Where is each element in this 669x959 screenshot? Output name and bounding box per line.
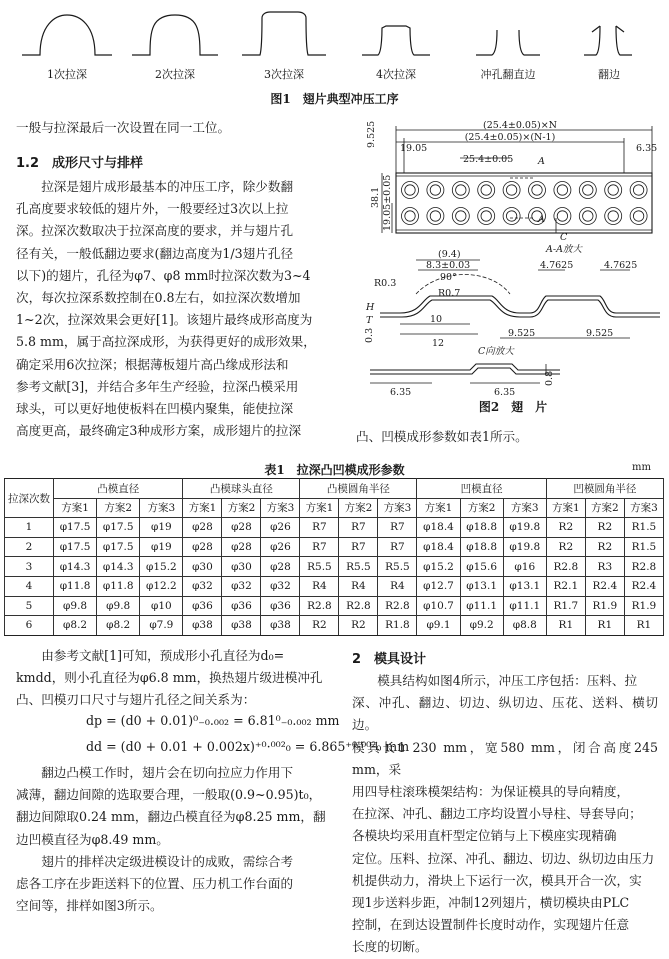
table-row bbox=[5, 576, 664, 596]
table-cell: R5.5 bbox=[378, 557, 417, 577]
table-cell: φ36 bbox=[261, 596, 300, 616]
table-cell: φ8.2 bbox=[54, 616, 97, 636]
fin-hole bbox=[583, 211, 593, 221]
table-cell: φ13.1 bbox=[503, 576, 546, 596]
table-cell: φ18.4 bbox=[417, 518, 460, 538]
ref-paragraph bbox=[16, 645, 336, 712]
fin-strip-outline bbox=[396, 173, 652, 233]
para-line: 模具结构如图4所示，冲压工序包括：压料、拉 bbox=[377, 673, 638, 688]
c-view-profile bbox=[370, 364, 560, 370]
table-cell: φ26 bbox=[261, 537, 300, 557]
table-cell: φ28 bbox=[183, 518, 222, 538]
table-cell: φ12.2 bbox=[140, 576, 183, 596]
dim-r0-3: R0.3 bbox=[374, 278, 397, 289]
section-mark-a-top: A bbox=[538, 156, 545, 167]
table-cell: φ11.1 bbox=[503, 596, 546, 616]
table-cell: R2 bbox=[585, 537, 624, 557]
fin-hole bbox=[427, 208, 444, 225]
para-line: 1~2次，拉深效果会更好[1]。该翅片最终成形高度为 bbox=[16, 312, 313, 328]
row-index-cell: 4 bbox=[5, 576, 54, 596]
subcol-header: 方案3 bbox=[261, 498, 300, 518]
table-cell: R2.8 bbox=[339, 596, 378, 616]
dim-6-35: 6.35 bbox=[636, 143, 658, 154]
table-cell: φ17.5 bbox=[97, 518, 140, 538]
table-cell: φ15.6 bbox=[460, 557, 503, 577]
fin-hole bbox=[452, 208, 469, 225]
para-line: 边凹模直径为φ8.49 mm。 bbox=[16, 831, 169, 847]
fin-hole bbox=[605, 208, 622, 225]
fin-hole bbox=[456, 211, 466, 221]
process-label-6: 翻边 bbox=[598, 68, 620, 81]
dim-4-7625-a: 4.7625 bbox=[540, 260, 574, 271]
table-cell: φ9.8 bbox=[54, 596, 97, 616]
group-header: 凹模圆角半径 bbox=[546, 479, 663, 499]
subcol-header: 方案1 bbox=[546, 498, 585, 518]
table-cell: φ19.8 bbox=[503, 537, 546, 557]
process-label-2: 2次拉深 bbox=[155, 68, 195, 81]
table-cell: R1 bbox=[546, 616, 585, 636]
subcol-header: 方案3 bbox=[503, 498, 546, 518]
table-cell: R2.8 bbox=[546, 557, 585, 577]
para-line: 由参考文献[1]可知，预成形小孔直径为d₀= bbox=[41, 648, 285, 663]
para-line: 控制，在到达设置制件长度时动作，实现翅片任意 bbox=[352, 917, 630, 933]
dim-9-525: 9.525 bbox=[366, 120, 377, 148]
table-cell: φ9.2 bbox=[460, 616, 503, 636]
figure-2-fin-drawing bbox=[360, 118, 666, 418]
para-line: 减薄，翻边间隙的选取要合理，一般取(0.9~0.95)t₀， bbox=[16, 787, 322, 803]
table-cell: φ32 bbox=[261, 576, 300, 596]
table-cell: φ30 bbox=[222, 557, 261, 577]
fin-hole bbox=[478, 182, 495, 199]
table-cell: φ18.8 bbox=[460, 537, 503, 557]
dim-0-3: 0.3 bbox=[364, 327, 375, 343]
formula-dd: dd = (d0 + 0.01 + 0.002x)⁺⁰·⁰⁰²₀ = 6.865⁺⁰·⁰⁰²₀ mm bbox=[86, 739, 410, 754]
table-cell: φ19.8 bbox=[503, 518, 546, 538]
aa-profile bbox=[380, 296, 660, 313]
para-line: 参考文献[3]，并结合多年生产经验，拉深凸模采用 bbox=[16, 378, 299, 394]
table-cell: φ8.8 bbox=[503, 616, 546, 636]
table-cell: φ38 bbox=[261, 616, 300, 636]
section-2-paragraph bbox=[352, 670, 658, 959]
table-cell: R4 bbox=[339, 576, 378, 596]
fin-hole bbox=[529, 182, 546, 199]
table-cell: φ19 bbox=[140, 537, 183, 557]
para-line: 孔高度要求较低的翅片外，一般要经过3次以上拉 bbox=[16, 201, 289, 217]
subcol-header: 方案2 bbox=[97, 498, 140, 518]
fin-hole bbox=[503, 208, 520, 225]
fin-hole bbox=[608, 185, 618, 195]
para-line: 虑各工序在步距送料下的位置、压力机工作台面的 bbox=[16, 876, 294, 892]
process-shape-3 bbox=[242, 12, 326, 55]
para-line: 定位。压料、拉深、冲孔、翻边、切边、纵切边由压力 bbox=[352, 850, 655, 866]
dim-9-525-b: 9.525 bbox=[586, 328, 614, 339]
dim-10: 10 bbox=[430, 314, 443, 325]
table-cell: R7 bbox=[378, 537, 417, 557]
fin-hole bbox=[557, 185, 567, 195]
table-cell: φ28 bbox=[222, 537, 261, 557]
figure-2-caption: 图2 翅 片 bbox=[478, 400, 548, 414]
para-line: 凸、凹模刃口尺寸与翅片孔径之间关系为： bbox=[16, 692, 256, 708]
fin-hole bbox=[506, 211, 516, 221]
table-cell: R1 bbox=[585, 616, 624, 636]
table-cell: φ36 bbox=[183, 596, 222, 616]
table-cell: R7 bbox=[300, 518, 339, 538]
para-line: 高度更高，最终确定3种成形方案，成形翅片的拉深 bbox=[16, 423, 302, 439]
para-line: 确定采用6次拉深；根据薄板翅片高凸缘成形法和 bbox=[16, 356, 289, 372]
group-header: 凸模球头直径 bbox=[183, 479, 300, 499]
fin-hole bbox=[608, 211, 618, 221]
dim-19-05: 19.05 bbox=[400, 143, 428, 154]
table-cell: R2 bbox=[339, 616, 378, 636]
para-line: 现1步送料步距，冲制12列翅片，横切模块由PLC bbox=[352, 895, 630, 911]
table-cell: R2.8 bbox=[378, 596, 417, 616]
subcol-header: 方案3 bbox=[624, 498, 663, 518]
table-cell: R7 bbox=[378, 518, 417, 538]
fin-hole bbox=[554, 208, 571, 225]
fin-hole bbox=[554, 182, 571, 199]
table-cell: φ15.2 bbox=[417, 557, 460, 577]
process-label-3: 3次拉深 bbox=[264, 68, 304, 81]
table-cell: φ32 bbox=[222, 576, 261, 596]
table-cell: φ19 bbox=[140, 518, 183, 538]
para-line: 以下)的翅片，孔径为φ7、φ8 mm时拉深次数为3~4 bbox=[16, 267, 311, 283]
table-cell: φ32 bbox=[183, 576, 222, 596]
table-cell: φ28 bbox=[261, 557, 300, 577]
c-view-title: C向放大 bbox=[478, 346, 514, 357]
section-1-2-heading: 1.2 成形尺寸与排样 bbox=[16, 156, 144, 171]
table-cell: R7 bbox=[339, 518, 378, 538]
table-cell: φ9.8 bbox=[97, 596, 140, 616]
dim-h: H bbox=[366, 302, 375, 313]
dim-c-0-8: 0.8 bbox=[544, 370, 555, 386]
table-cell: φ12.7 bbox=[417, 576, 460, 596]
para-line: 机提供动力，滑块上下运行一次，模具开合一次，实 bbox=[352, 872, 642, 888]
fin-hole bbox=[633, 185, 643, 195]
subcol-header: 方案3 bbox=[140, 498, 183, 518]
fin-hole bbox=[503, 182, 520, 199]
dim-25-4: 25.4±0.05 bbox=[463, 154, 514, 165]
table-cell: φ17.5 bbox=[54, 537, 97, 557]
fin-hole bbox=[405, 211, 415, 221]
table-cell: φ15.2 bbox=[140, 557, 183, 577]
figure-1-caption: 图1 翅片典型冲压工序 bbox=[270, 92, 399, 106]
para-line: 径有关，一般低翻边要求(翻边高度为1/3翅片孔径 bbox=[16, 245, 294, 261]
subcol-header: 方案1 bbox=[183, 498, 222, 518]
table-cell: φ9.1 bbox=[417, 616, 460, 636]
table-cell: R7 bbox=[339, 537, 378, 557]
table-cell: R2.4 bbox=[585, 576, 624, 596]
row-index-cell: 3 bbox=[5, 557, 54, 577]
subcol-header: 方案2 bbox=[339, 498, 378, 518]
dim-8-3: 8.3±0.03 bbox=[426, 260, 471, 271]
dim-pitch-n-1: (25.4±0.05)×(N-1) bbox=[464, 132, 556, 143]
process-label-4: 4次拉深 bbox=[376, 68, 416, 81]
group-header: 凸模圆角半径 bbox=[300, 479, 417, 499]
process-shape-1 bbox=[22, 15, 112, 55]
table-cell: φ10 bbox=[140, 596, 183, 616]
table-cell: φ8.2 bbox=[97, 616, 140, 636]
para-line: 球头，可以更好地使板料在凹模内聚集，能使拉深 bbox=[16, 401, 294, 417]
para-line: 拉深是翅片成形最基本的冲压工序，除少数翻 bbox=[41, 179, 294, 194]
fin-hole bbox=[430, 211, 440, 221]
subcol-header: 方案2 bbox=[222, 498, 261, 518]
table-cell: φ14.3 bbox=[97, 557, 140, 577]
fin-hole bbox=[481, 211, 491, 221]
table-cell: R1.5 bbox=[624, 537, 663, 557]
process-shape-5 bbox=[476, 30, 540, 55]
table-cell: φ28 bbox=[222, 518, 261, 538]
process-shape-2 bbox=[132, 15, 218, 55]
table-1-unit: mm bbox=[632, 462, 651, 473]
table-cell: φ11.1 bbox=[460, 596, 503, 616]
group-header: 凹模直径 bbox=[417, 479, 546, 499]
process-label-5: 冲孔翻直边 bbox=[480, 68, 536, 81]
para-line: 翻边间隙取0.24 mm，翻边凸模直径为φ8.25 mm，翻 bbox=[16, 809, 326, 825]
table-cell: φ38 bbox=[183, 616, 222, 636]
table-cell: R1.5 bbox=[624, 518, 663, 538]
para-line: 深、冲孔、翻边、切边、纵切边、压花、送料、横切边。 bbox=[352, 695, 658, 733]
process-label-1: 1次拉深 bbox=[47, 68, 87, 81]
process-shape-6 bbox=[584, 26, 632, 55]
dim-4-7625-b: 4.7625 bbox=[604, 260, 638, 271]
table-cell: φ18.8 bbox=[460, 518, 503, 538]
formula-dp: dp = (d0 + 0.01)⁰₋₀.₀₀₂ = 6.81⁰₋₀.₀₀₂ mm bbox=[86, 713, 340, 728]
fin-hole bbox=[405, 185, 415, 195]
dim-r0-7: R0.7 bbox=[438, 288, 461, 299]
para-line: 深。拉深次数取决于拉深高度的要求，并与翅片孔 bbox=[16, 223, 294, 239]
table-cell: R4 bbox=[300, 576, 339, 596]
table-row bbox=[5, 596, 664, 616]
section-1-2-paragraph bbox=[16, 176, 346, 442]
aa-title: A-A放大 bbox=[546, 244, 582, 255]
dim-c-6-35-b: 6.35 bbox=[494, 387, 516, 398]
table-cell: φ10.7 bbox=[417, 596, 460, 616]
subcol-header: 方案1 bbox=[54, 498, 97, 518]
table-cell: R1.9 bbox=[585, 596, 624, 616]
intro-line: 一般与拉深最后一次设置在同一工位。 bbox=[16, 120, 231, 135]
table-cell: φ14.3 bbox=[54, 557, 97, 577]
dim-c-6-35-a: 6.35 bbox=[390, 387, 412, 398]
table-cell: φ26 bbox=[261, 518, 300, 538]
dim-9-525-a: 9.525 bbox=[508, 328, 536, 339]
para-line: 次，每次拉深系数控制在0.8左右，如拉深次数增加 bbox=[16, 290, 301, 306]
para-line: 在拉深、冲孔、翻边工序均设置小导柱、导套导向； bbox=[352, 806, 642, 822]
table-1 bbox=[4, 478, 664, 636]
para-line: 模具长1 230 mm，宽580 mm，闭合高度245 mm，采 bbox=[352, 739, 658, 777]
table-row bbox=[5, 557, 664, 577]
table-cell: φ17.5 bbox=[97, 537, 140, 557]
table-cell: φ30 bbox=[183, 557, 222, 577]
dim-19-05-tol: 19.05±0.05 bbox=[382, 174, 393, 231]
row-index-cell: 6 bbox=[5, 616, 54, 636]
fin-hole bbox=[481, 185, 491, 195]
fin-hole bbox=[630, 208, 647, 225]
subcol-header: 方案1 bbox=[417, 498, 460, 518]
dim-12: 12 bbox=[432, 338, 445, 349]
table-cell: R3 bbox=[585, 557, 624, 577]
row-index-cell: 5 bbox=[5, 596, 54, 616]
para-line: kmdd，则小孔直径为φ6.8 mm，换热翅片级进模冲孔 bbox=[16, 670, 323, 686]
table-row bbox=[5, 537, 664, 557]
table-cell: φ38 bbox=[222, 616, 261, 636]
fig2-follow-line: 凸、凹模成形参数如表1所示。 bbox=[356, 429, 528, 444]
layout-paragraph bbox=[16, 851, 336, 918]
table-cell: φ28 bbox=[183, 537, 222, 557]
fin-hole bbox=[630, 182, 647, 199]
fin-hole bbox=[430, 185, 440, 195]
row-index-cell: 2 bbox=[5, 537, 54, 557]
table-cell: φ13.1 bbox=[460, 576, 503, 596]
fin-hole bbox=[583, 185, 593, 195]
para-line: 翻边凸模工作时，翅片会在切向拉应力作用下 bbox=[41, 765, 294, 780]
table-cell: R2.8 bbox=[624, 557, 663, 577]
dim-9-4: (9.4) bbox=[438, 249, 461, 260]
para-line: 空间等，排样如图3所示。 bbox=[16, 898, 163, 914]
dim-38-1: 38.1 bbox=[370, 186, 381, 208]
para-line: 5.8 mm，属于高拉深成形，为获得更好的成形效果， bbox=[16, 334, 316, 350]
table-cell: R2 bbox=[585, 518, 624, 538]
table-cell: R1.8 bbox=[378, 616, 417, 636]
table-cell: φ7.9 bbox=[140, 616, 183, 636]
fin-hole bbox=[557, 211, 567, 221]
fin-hole bbox=[402, 182, 419, 199]
group-header: 凸模直径 bbox=[54, 479, 183, 499]
section-2-heading: 2 模具设计 bbox=[352, 652, 427, 667]
table-cell: R2 bbox=[546, 518, 585, 538]
table-cell: R2.1 bbox=[546, 576, 585, 596]
process-shape-4 bbox=[362, 26, 430, 55]
dim-t: T bbox=[366, 315, 373, 326]
view-mark-c: C bbox=[560, 232, 568, 243]
col-header-draw-count: 拉深次数 bbox=[5, 479, 54, 518]
subcol-header: 方案2 bbox=[460, 498, 503, 518]
fin-hole bbox=[506, 185, 516, 195]
table-cell: R5.5 bbox=[300, 557, 339, 577]
fin-hole bbox=[579, 182, 596, 199]
row-index-cell: 1 bbox=[5, 518, 54, 538]
para-line: 用四导柱滚珠模架结构：为保证模具的导向精度， bbox=[352, 784, 630, 800]
table-cell: R5.5 bbox=[339, 557, 378, 577]
fin-hole bbox=[402, 208, 419, 225]
table-cell: φ17.5 bbox=[54, 518, 97, 538]
para-line: 各模块均采用直杆型定位销与上下模座实现精确 bbox=[352, 828, 617, 844]
fin-hole bbox=[605, 182, 622, 199]
fin-hole bbox=[532, 185, 542, 195]
table-cell: R1.9 bbox=[624, 596, 663, 616]
table-cell: R4 bbox=[378, 576, 417, 596]
fin-hole bbox=[456, 185, 466, 195]
table-1-title: 表1 拉深凸凹模成形参数 bbox=[264, 463, 405, 477]
table-cell: φ11.8 bbox=[97, 576, 140, 596]
fin-hole bbox=[427, 182, 444, 199]
para-line: 翅片的排样决定级进模设计的成败，需综合考 bbox=[41, 854, 294, 869]
table-cell: φ36 bbox=[222, 596, 261, 616]
table-cell: φ18.4 bbox=[417, 537, 460, 557]
table-cell: R1.7 bbox=[546, 596, 585, 616]
table-row bbox=[5, 518, 664, 538]
table-cell: R2 bbox=[300, 616, 339, 636]
fin-hole bbox=[478, 208, 495, 225]
subcol-header: 方案2 bbox=[585, 498, 624, 518]
section-mark-a-bottom: A bbox=[538, 214, 545, 225]
table-cell: R2.8 bbox=[300, 596, 339, 616]
table-cell: R2.4 bbox=[624, 576, 663, 596]
dim-90deg: 90° bbox=[440, 272, 457, 283]
subcol-header: 方案3 bbox=[378, 498, 417, 518]
table-cell: φ11.8 bbox=[54, 576, 97, 596]
para-line: 长度的切断。 bbox=[352, 939, 428, 955]
table-cell: φ16 bbox=[503, 557, 546, 577]
table-cell: R2 bbox=[546, 537, 585, 557]
fin-hole bbox=[452, 182, 469, 199]
table-cell: R7 bbox=[300, 537, 339, 557]
subcol-header: 方案1 bbox=[300, 498, 339, 518]
flange-paragraph bbox=[16, 762, 336, 851]
fin-hole bbox=[579, 208, 596, 225]
table-cell: R1 bbox=[624, 616, 663, 636]
table-row bbox=[5, 616, 664, 636]
dim-pitch-n: (25.4±0.05)×N bbox=[483, 120, 557, 131]
fin-hole bbox=[633, 211, 643, 221]
